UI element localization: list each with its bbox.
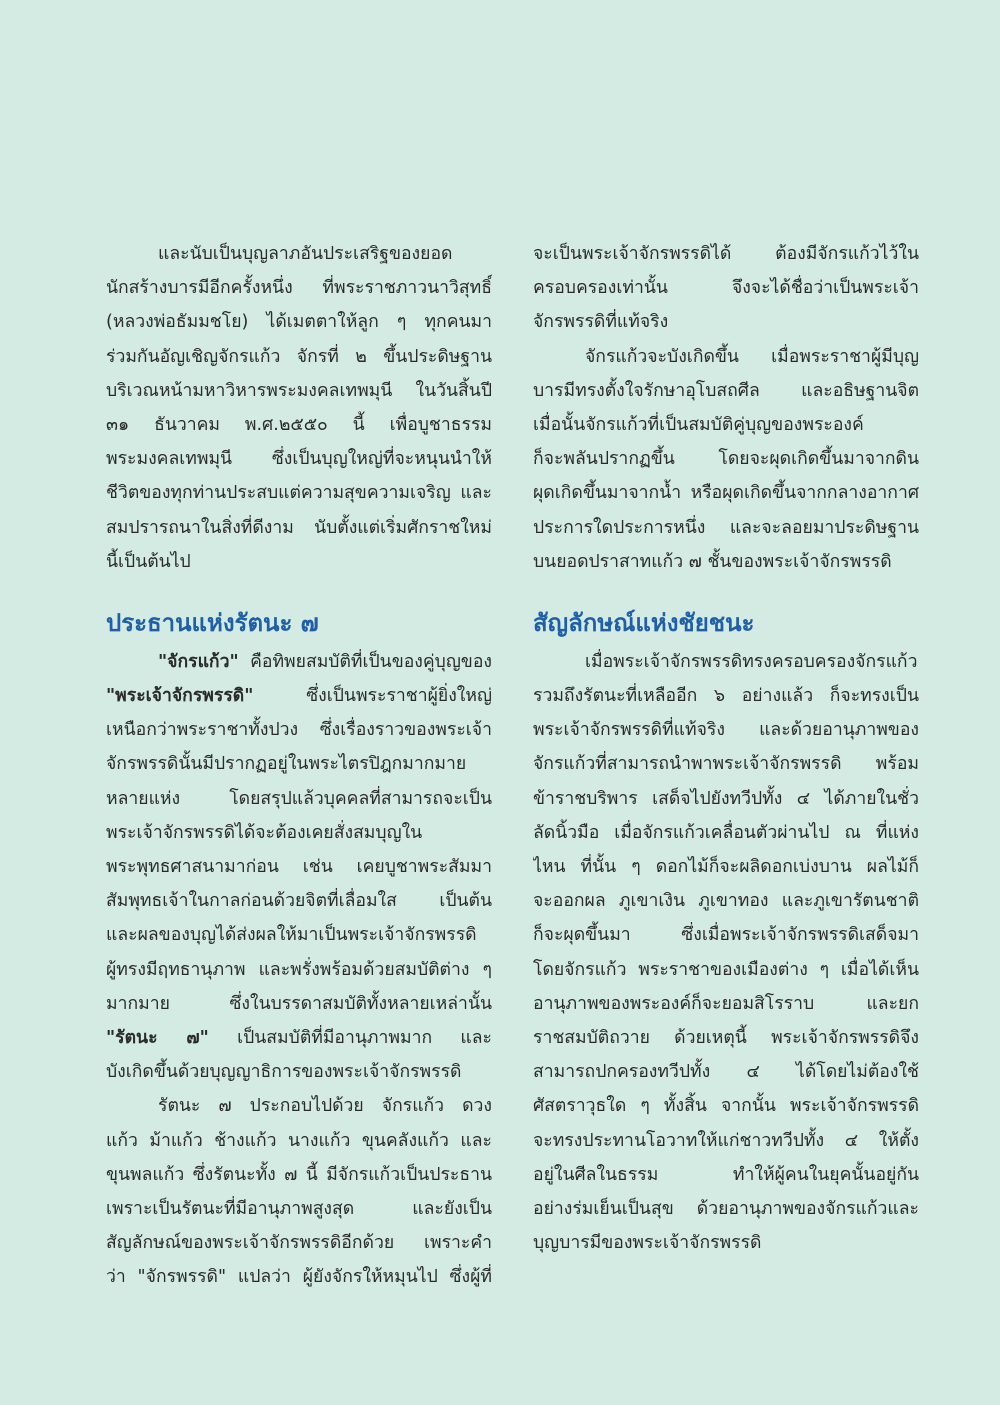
text-span: เป็นสมบัติที่มีอานุภาพมาก และ <box>208 1027 492 1048</box>
text-line: สัญลักษณ์ของพระเจ้าจักรพรรดิอีกด้วย เพราะคำ <box>106 1233 492 1254</box>
text-line: อยู่ในศีลในธรรม ทำให้ผู้คนในยุคนั้นอยู่กัน <box>533 1164 919 1185</box>
bold-term: "รัตนะ ๗" <box>106 1027 209 1048</box>
text-line: บารมีทรงตั้งใจรักษาอุโบสถศีล และอธิษฐานจิต <box>533 380 919 401</box>
text-line: รวมถึงรัตนะที่เหลืออีก ๖ อย่างแล้ว ก็จะทรงเป็น <box>533 686 919 707</box>
text-line: ไหน ที่นั้น ๆ ดอกไม้ก็จะผลิดอกเบ่งบาน ผลไม้ก็ <box>533 857 919 877</box>
text-line: ผู้ทรงมีฤทธานุภาพ และพรั่งพร้อมด้วยสมบัติต่าง ๆ <box>106 959 492 980</box>
text-line: พระมงคลเทพมุนี ซึ่งเป็นบุญใหญ่ที่จะหนุนนำให้ <box>106 449 492 470</box>
text-line: รัตนะ ๗ ประกอบไปด้วย จักรแก้ว ดวง <box>158 1096 492 1117</box>
text-line: พระพุทธศาสนามาก่อน เช่น เคยบูชาพระสัมมา <box>106 857 492 877</box>
text-line: พระเจ้าจักรพรรดิได้จะต้องเคยสั่งสมบุญใน <box>106 822 423 843</box>
text-line: อานุภาพของพระองค์ก็จะยอมสิโรราบ และยก <box>533 993 919 1014</box>
bold-term: "พระเจ้าจักรพรรดิ" <box>106 686 254 707</box>
text-line: จักรแก้วจะบังเกิดขึ้น เมื่อพระราชาผู้มีบุญ <box>585 346 919 367</box>
text-line: จะออกผล ภูเขาเงิน ภูเขาทอง และภูเขารัตนชาติ <box>533 891 919 912</box>
text-line: บนยอดปราสาทแก้ว ๗ ชั้นของพระเจ้าจักรพรรดิ <box>533 551 892 572</box>
text-line: เมื่อพระเจ้าจักรพรรดิทรงครอบครองจักรแก้ว <box>585 651 918 672</box>
text-line: ราชสมบัติถวาย ด้วยเหตุนี้ พระเจ้าจักรพรรดิจึง <box>533 1027 919 1048</box>
text-line: ศัสตราวุธใด ๆ ทั้งสิ้น จากนั้น พระเจ้าจักรพรรดิ <box>533 1096 919 1117</box>
text-line: บุญบารมีของพระเจ้าจักรพรรดิ <box>533 1233 762 1254</box>
text-line <box>106 679 492 713</box>
text-line: จักรพรรดิที่แท้จริง <box>533 312 669 333</box>
text-line: แก้ว ม้าแก้ว ช้างแก้ว นางแก้ว ขุนคลังแก้ว และ <box>106 1130 492 1151</box>
text-line <box>106 645 492 679</box>
text-line: (หลวงพ่อธัมมชโย) ได้เมตตาให้ลูก ๆ ทุกคนมา <box>106 312 492 333</box>
text-line: และนับเป็นบุญลาภอันประเสริฐของยอด <box>158 244 453 264</box>
text-line: บังเกิดขึ้นด้วยบุญญาธิการของพระเจ้าจักรพรรดิ <box>106 1062 462 1083</box>
text-line: เหนือกว่าพระราชาทั้งปวง ซึ่งเรื่องราวของพระเจ้า <box>106 720 492 741</box>
bold-term: "จักรแก้ว" <box>158 651 239 672</box>
text-line: และผลของบุญได้ส่งผลให้มาเป็นพระเจ้าจักรพรรดิ <box>106 925 477 946</box>
text-line: ประการใดประการหนึ่ง และจะลอยมาประดิษฐาน <box>533 517 919 538</box>
right-column <box>533 237 919 1260</box>
text-line: มากมาย ซึ่งในบรรดาสมบัติทั้งหลายเหล่านั้น <box>106 993 492 1014</box>
text-line: ครอบครองเท่านั้น จึงจะได้ชื่อว่าเป็นพระเจ้า <box>533 278 919 299</box>
section-heading: สัญลักษณ์แห่งชัยชนะ <box>533 608 755 637</box>
text-line: จะเป็นพระเจ้าจักรพรรดิได้ ต้องมีจักรแก้วไว้ใน <box>533 244 919 264</box>
text-line: สมปรารถนาในสิ่งที่ดีงาม นับตั้งแต่เริ่มศักราชใหม่ <box>106 517 492 538</box>
text-line: ผุดเกิดขึ้นมาจากน้ำ หรือผุดเกิดขึ้นจากกลางอากาศ <box>533 483 919 504</box>
text-line: ก็จะพลันปรากฏขึ้น โดยจะผุดเกิดขึ้นมาจากดิน <box>533 449 919 470</box>
text-line: สามารถปกครองทวีปทั้ง ๔ ได้โดยไม่ต้องใช้ <box>533 1062 919 1083</box>
text-line: ชีวิตของทุกท่านประสบแต่ความสุขความเจริญ และ <box>106 483 492 504</box>
text-line: ขุนพลแก้ว ซึ่งรัตนะทั้ง ๗ นี้ มีจักรแก้วเป็นประธาน <box>106 1164 492 1185</box>
text-line: พระเจ้าจักรพรรดิที่แท้จริง และด้วยอานุภาพของ <box>533 720 919 741</box>
text-line: จักรแก้วที่สามารถนำพาพระเจ้าจักรพรรดิ พร้อม <box>533 754 919 775</box>
text-line: จะทรงประทานโอวาทให้แก่ชาวทวีปทั้ง ๔ ให้ตั้ง <box>533 1130 919 1151</box>
text-line: นี้เป็นต้นไป <box>106 551 191 572</box>
text-line: ๓๑ ธันวาคม พ.ศ.๒๕๕๐ นี้ เพื่อบูชาธรรม <box>106 414 492 435</box>
text-span: ซึ่งเป็นพระราชาผู้ยิ่งใหญ่ <box>253 686 492 707</box>
text-line: สัมพุทธเจ้าในกาลก่อนด้วยจิตที่เลื่อมใส เป็นต้น <box>106 891 492 912</box>
text-line: นักสร้างบารมีอีกครั้งหนึ่ง ที่พระราชภาวนาวิสุทธิ์ <box>106 278 492 299</box>
section-heading: ประธานแห่งรัตนะ ๗ <box>106 608 319 637</box>
text-span: คือทิพยสมบัติที่เป็นของคู่บุญของ <box>238 651 492 672</box>
text-line: เมื่อนั้นจักรแก้วที่เป็นสมบัติคู่บุญของพระองค์ <box>533 414 864 435</box>
text-line: โดยจักรแก้ว พระราชาของเมืองต่าง ๆ เมื่อได้เห็น <box>533 959 919 980</box>
text-line: ก็จะผุดขึ้นมา ซึ่งเมื่อพระเจ้าจักรพรรดิเสด็จมา <box>533 925 919 946</box>
text-line: ข้าราชบริพาร เสด็จไปยังทวีปทั้ง ๔ ได้ภายในชั่ว <box>533 788 919 809</box>
text-line: ลัดนิ้วมือ เมื่อจักรแก้วเคลื่อนตัวผ่านไป ณ ที่แห่ง <box>533 822 919 843</box>
text-line: อย่างร่มเย็นเป็นสุข ด้วยอานุภาพของจักรแก้วและ <box>533 1198 919 1219</box>
text-line: ว่า "จักรพรรดิ" แปลว่า ผู้ยังจักรให้หมุนไป ซึ่งผู้ที่ <box>106 1267 492 1288</box>
text-line: บริเวณหน้ามหาวิหารพระมงคลเทพมุนี ในวันสิ้นปี <box>106 380 492 401</box>
text-line <box>106 1021 492 1055</box>
text-line: เพราะเป็นรัตนะที่มีอานุภาพสูงสุด และยังเป็น <box>106 1198 492 1219</box>
left-column <box>106 237 492 1294</box>
text-line: ร่วมกันอัญเชิญจักรแก้ว จักรที่ ๒ ขึ้นประดิษฐาน <box>106 346 492 367</box>
text-line: จักรพรรดินั้นมีปรากฏอยู่ในพระไตรปิฎกมากมาย <box>106 754 467 775</box>
text-line: หลายแห่ง โดยสรุปแล้วบุคคลที่สามารถจะเป็น <box>106 788 492 809</box>
